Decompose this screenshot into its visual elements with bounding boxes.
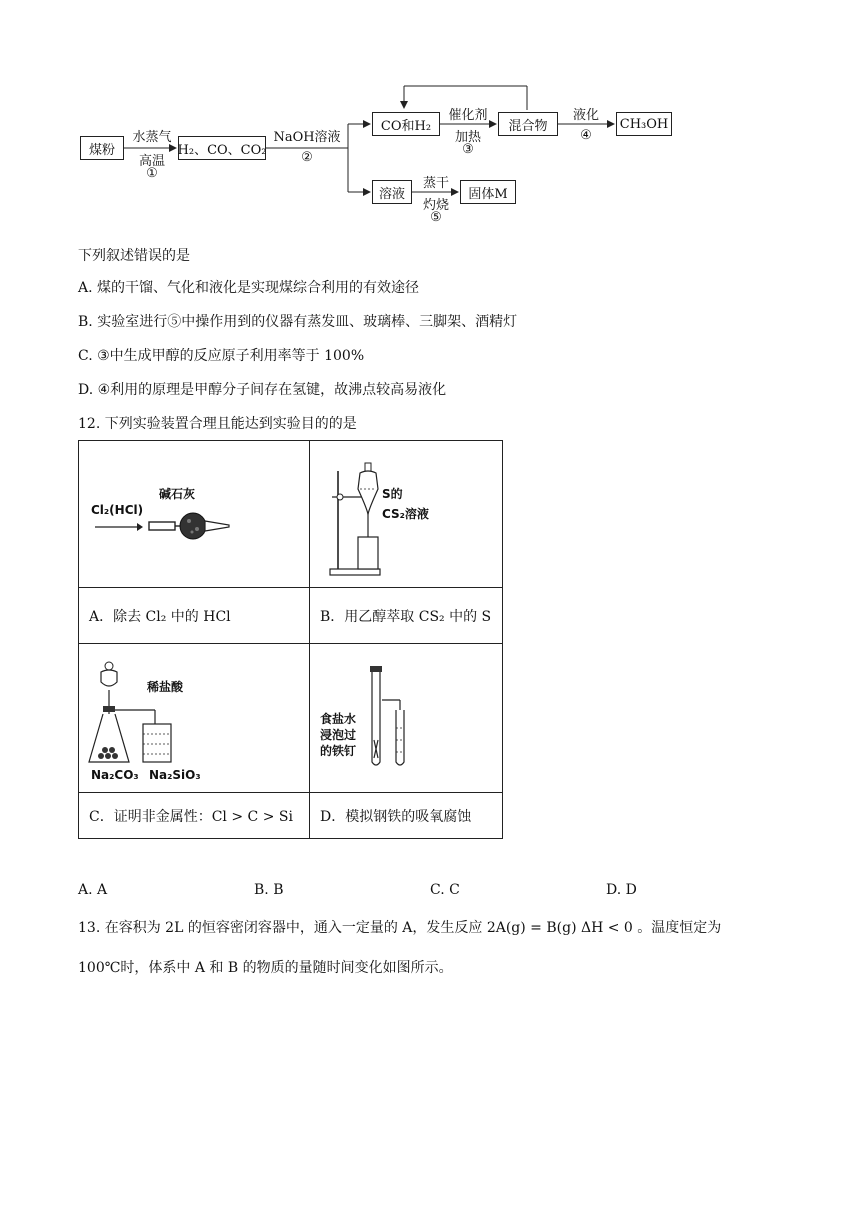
fig-c-beaker-label: Na₂SiO₃: [149, 768, 201, 782]
box-coal: 煤粉: [80, 136, 124, 160]
q13-line-1: 13. 在容积为 2L 的恒容密闭容器中，通入一定量的 A，发生反应 2A(g) = B(g) ΔH < 0 。温度恒定为: [78, 920, 722, 936]
box-methanol: CH₃OH: [616, 112, 672, 136]
iron-nail-test-tube-drawing: [310, 644, 502, 792]
caption-c: C．证明非金属性：Cl > C > Si: [79, 793, 310, 839]
fig-d-label-2: 浸泡过: [320, 728, 357, 742]
separatory-funnel-drawing: [310, 441, 502, 587]
box-co-h2: CO和H₂: [372, 112, 440, 136]
q11-prompt: 下列叙述错误的是: [78, 248, 190, 264]
q13-line-2: 100℃时，体系中 A 和 B 的物质的量随时间变化如图所示。: [78, 960, 453, 976]
caption-a: A．除去 Cl₂ 中的 HCl: [79, 588, 310, 644]
q12-stem: 12. 下列实验装置合理且能达到实验目的的是: [78, 416, 357, 432]
caption-b: B．用乙醇萃取 CS₂ 中的 S: [310, 588, 503, 644]
answer-a: A. A: [78, 882, 108, 898]
q11-option-a: A. 煤的干馏、气化和液化是实现煤综合利用的有效途径: [78, 280, 420, 296]
q11-option-c: C. ③中生成甲醇的反应原子利用率等于 100%: [78, 348, 365, 364]
box-solution: 溶液: [372, 180, 412, 204]
step2-number: ②: [301, 150, 313, 165]
step3-top-label: 催化剂: [448, 108, 488, 123]
drying-tube-drawing: [79, 441, 309, 587]
answer-b: B. B: [254, 882, 284, 898]
step4-top-label: 液化: [572, 108, 599, 123]
fig-b-label-2: CS₂溶液: [382, 507, 429, 521]
step1-number: ①: [146, 166, 158, 181]
fig-c-acid-label: 稀盐酸: [147, 680, 184, 694]
fig-d-label-1: 食盐水: [320, 712, 357, 726]
figure-d-cell: [310, 644, 503, 793]
step1-top-label: 水蒸气: [132, 130, 172, 145]
figure-a-cell: [79, 441, 310, 588]
step5-number: ⑤: [430, 210, 442, 225]
step1-bottom-label: 高温: [138, 154, 165, 169]
box-gas-mix: H₂、CO、CO₂: [178, 136, 266, 160]
fig-b-label-1: S的: [382, 487, 403, 501]
fig-a-gas-label: Cl₂(HCl): [91, 503, 144, 517]
fig-c-flask-label: Na₂CO₃: [91, 768, 139, 782]
step4-number: ④: [580, 128, 592, 143]
figure-b-cell: [310, 441, 503, 588]
step3-number: ③: [462, 142, 474, 157]
fig-a-reagent-label: 碱石灰: [159, 487, 196, 501]
step3-bottom-label: 加热: [454, 130, 481, 145]
step5-top-label: 蒸干: [422, 176, 449, 191]
step5-bottom-label: 灼烧: [422, 198, 449, 213]
fig-d-label-3: 的铁钉: [320, 744, 357, 758]
step2-top-label: NaOH溶液: [273, 130, 341, 145]
q11-option-b: B. 实验室进行⑤中操作用到的仪器有蒸发皿、玻璃棒、三脚架、酒精灯: [78, 314, 518, 330]
box-mixture: 混合物: [498, 112, 558, 136]
answer-d: D. D: [606, 882, 637, 898]
caption-d: D．模拟钢铁的吸氧腐蚀: [310, 793, 503, 839]
q12-apparatus-table: [78, 440, 503, 839]
q11-option-d: D. ④利用的原理是甲醇分子间存在氢键，故沸点较高易液化: [78, 382, 447, 398]
flask-beaker-drawing: [79, 644, 309, 792]
answer-c: C. C: [430, 882, 460, 898]
figure-c-cell: [79, 644, 310, 793]
box-solid-m: 固体M: [460, 180, 516, 204]
